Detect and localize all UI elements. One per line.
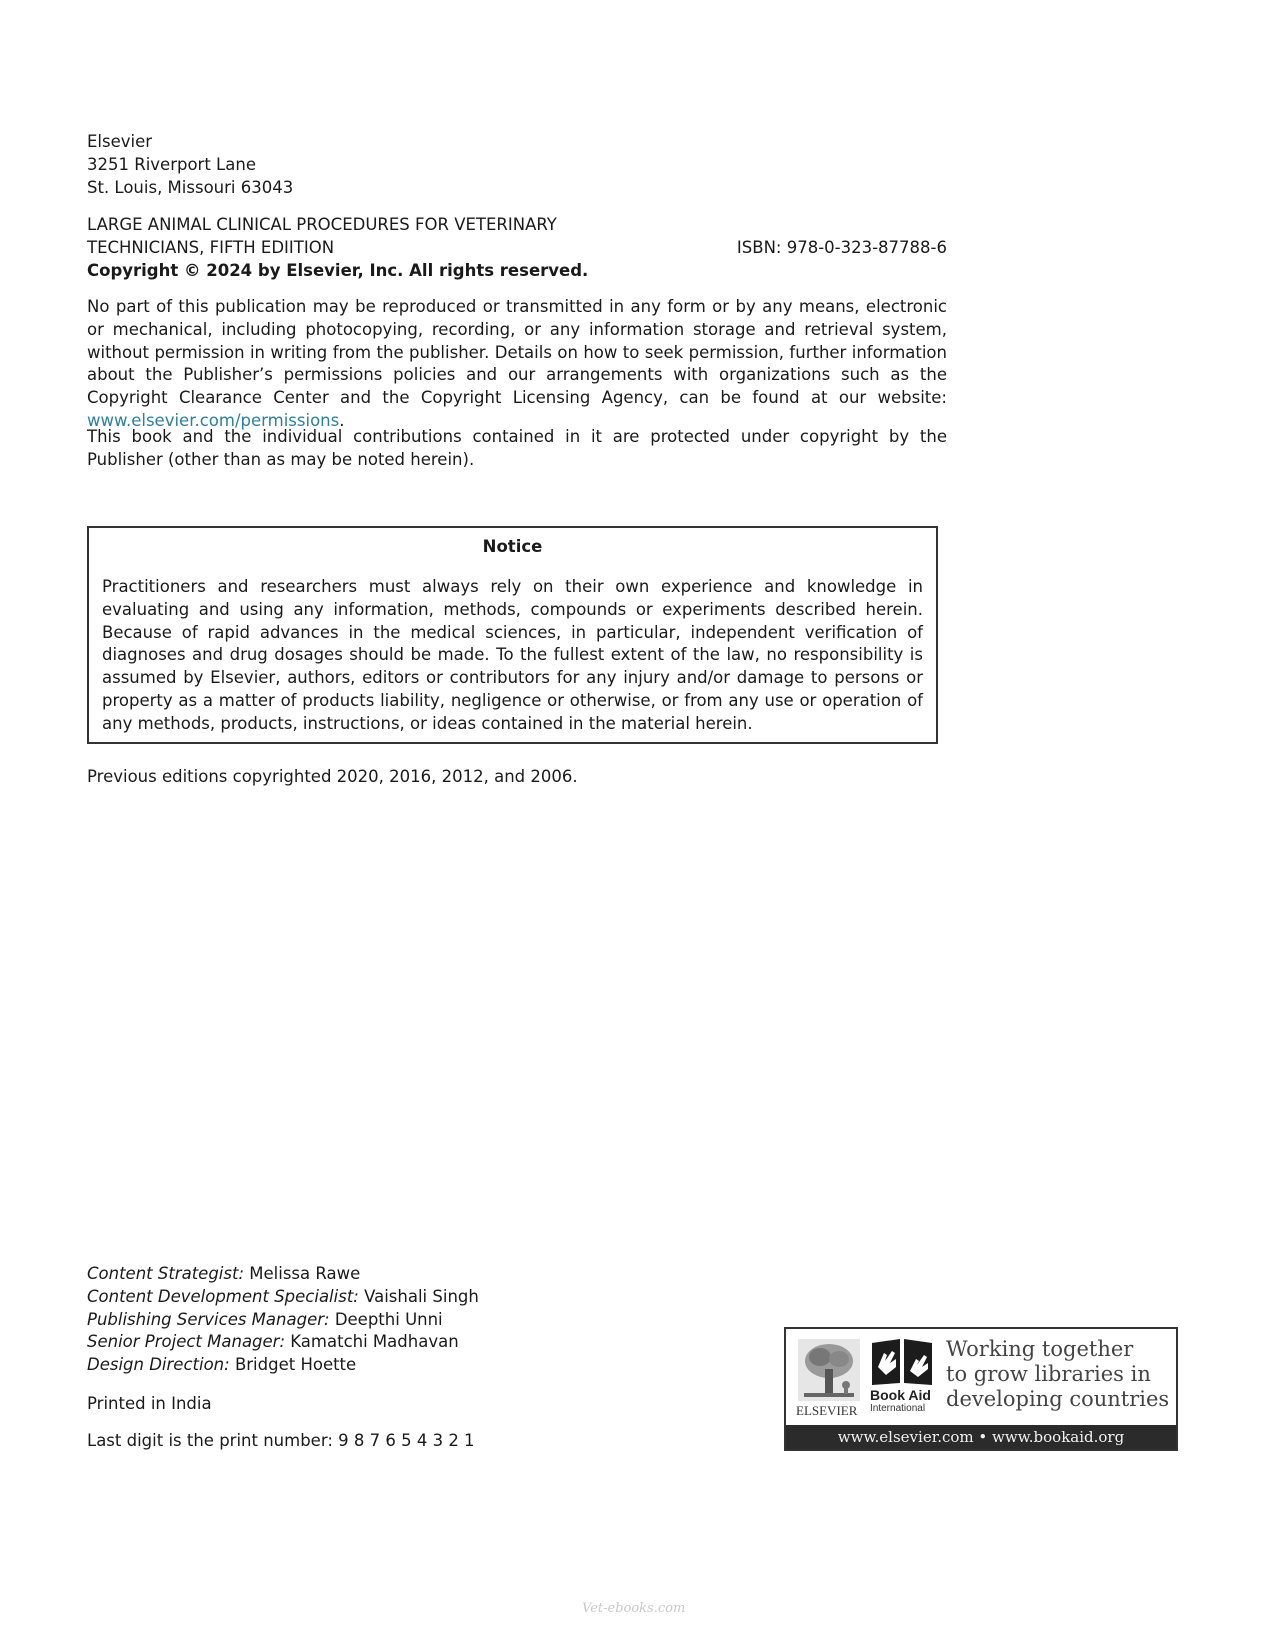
notice-box	[87, 526, 938, 744]
protection-paragraph: This book and the individual contributions contained in it are protected under copyright by the Publisher (other than as may be noted herein).	[87, 427, 947, 469]
print-number: Last digit is the print number: 9 8 7 6 5 4 3 2 1	[87, 1431, 475, 1450]
publisher-address	[87, 131, 293, 199]
rights-end: .	[339, 410, 345, 430]
credit-line	[87, 1331, 479, 1354]
credit-name: Bridget Hoette	[234, 1355, 357, 1375]
book-aid-name: Book Aid	[870, 1387, 931, 1403]
credit-role: Content Development Specialist:	[87, 1286, 359, 1306]
credit-name: Deepthi Unni	[334, 1309, 443, 1329]
publisher-street: 3251 Riverport Lane	[87, 154, 256, 174]
notice-title: Notice	[482, 537, 543, 556]
permissions-link[interactable]: www.elsevier.com/permissions	[87, 410, 340, 430]
elsevier-wordmark: ELSEVIER	[796, 1403, 858, 1418]
tagline-line: Working together	[946, 1337, 1134, 1361]
credit-line	[87, 1354, 479, 1377]
isbn: ISBN: 978-0-323-87788-6	[736, 237, 947, 257]
credit-role: Design Direction:	[87, 1355, 230, 1375]
book-aid-urls: www.elsevier.com • www.bookaid.org	[786, 1425, 1176, 1449]
elsevier-tree-icon	[798, 1339, 860, 1401]
book-info	[87, 214, 947, 282]
printed-in: Printed in India	[87, 1394, 212, 1413]
credit-name: Vaishali Singh	[364, 1286, 479, 1306]
rights-text: No part of this publication may be reproduced or transmitted in any form or by any means, electronic or mechanical, including photocopying, recording, or any information storage and retrieval system, without permission in writing from the publisher. Details on how to seek permission, further information about the Publisher’s permissions policies and our arrangements with organizations such as the Copyright Clearance Center and the Copyright Licensing Agency, can be found at our website:	[87, 297, 947, 408]
book-title-line1: LARGE ANIMAL CLINICAL PROCEDURES FOR VETERINARY	[87, 215, 557, 234]
publisher-name: Elsevier	[87, 132, 153, 151]
credit-name: Kamatchi Madhavan	[290, 1332, 459, 1352]
book-hands-icon	[870, 1337, 934, 1387]
book-title-line2: TECHNICIANS, FIFTH EDIITION	[87, 237, 335, 257]
credit-role: Senior Project Manager:	[87, 1332, 286, 1352]
book-aid-tagline	[946, 1337, 1176, 1412]
credit-line	[87, 1286, 479, 1309]
previous-editions: Previous editions copyrighted 2020, 2016, 2012, and 2006.	[87, 767, 578, 786]
credit-name: Melissa Rawe	[249, 1264, 361, 1283]
book-aid-intl: International	[870, 1403, 926, 1414]
credit-role: Content Strategist:	[87, 1264, 245, 1283]
tagline-line: to grow libraries in	[946, 1362, 1151, 1386]
notice-text: Practitioners and researchers must always rely on their own experience and knowledge in evaluating and using any information, methods, compounds or experiments described herein. Because of rapid advances in the medical sciences, in particular, independent verification of diagnoses and drug dosages should be made. To the fullest extent of the law, no responsibility is assumed by Elsevier, authors, editors or contributors for any injury and/or damage to persons or property as a matter of products liability, negligence or otherwise, or from any use or operation of any methods, products, instructions, or ideas contained in the material herein.	[102, 577, 923, 733]
tagline-line: developing countries	[946, 1387, 1170, 1411]
credit-line	[87, 1309, 479, 1332]
credit-role: Publishing Services Manager:	[87, 1309, 330, 1329]
publisher-city: St. Louis, Missouri 63043	[87, 177, 294, 197]
credits-list	[87, 1263, 479, 1377]
book-aid-logo	[784, 1327, 1178, 1451]
copyright-line: Copyright © 2024 by Elsevier, Inc. All rights reserved.	[87, 260, 589, 280]
watermark: Vet-ebooks.com	[582, 1601, 686, 1616]
credit-line	[87, 1263, 479, 1286]
rights-paragraph	[87, 296, 947, 433]
